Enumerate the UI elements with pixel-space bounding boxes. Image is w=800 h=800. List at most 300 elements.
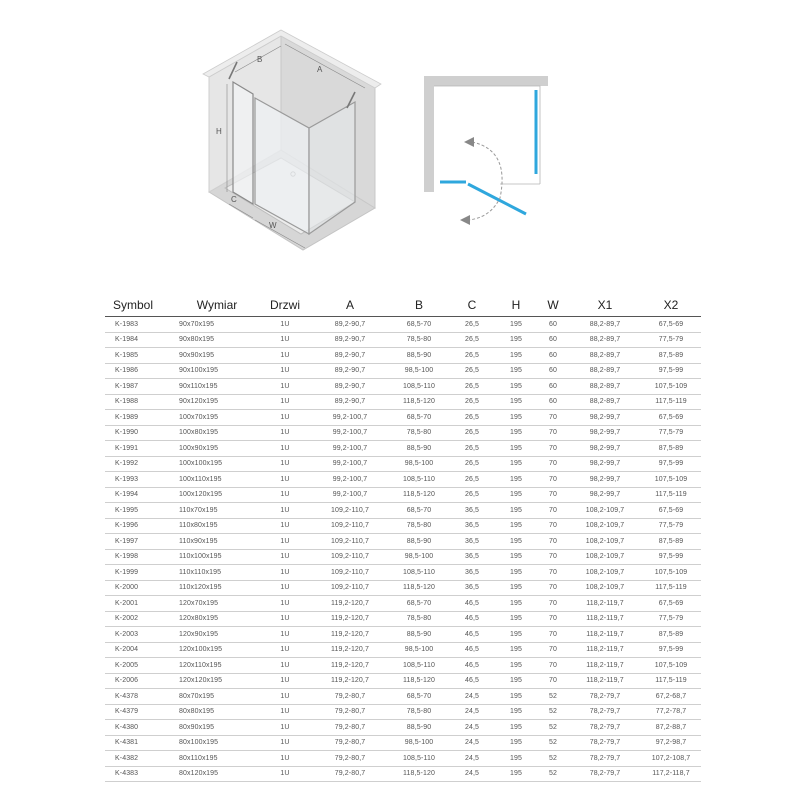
table-row xyxy=(105,549,701,565)
table-row xyxy=(105,472,701,488)
door-swing-arrow xyxy=(468,142,502,220)
cell-x2: 67,5-69 xyxy=(641,596,701,612)
cell-drzwi: 1U xyxy=(259,596,311,612)
plan-view-diagram xyxy=(420,70,560,230)
cell-a: 99,2-100,7 xyxy=(311,441,389,457)
cell-a: 89,2-90,7 xyxy=(311,363,389,379)
cell-wymiar: 100x70x195 xyxy=(175,410,259,426)
cell-wymiar: 120x80x195 xyxy=(175,611,259,627)
cell-a: 109,2-110,7 xyxy=(311,549,389,565)
cell-w: 70 xyxy=(537,425,569,441)
cell-x1: 108,2-109,7 xyxy=(569,503,641,519)
cell-a: 79,2-80,7 xyxy=(311,766,389,782)
cell-c: 36,5 xyxy=(449,534,495,550)
cell-w: 70 xyxy=(537,642,569,658)
cell-wymiar: 110x100x195 xyxy=(175,549,259,565)
cell-symbol: K-1993 xyxy=(105,472,175,488)
isometric-enclosure-diagram xyxy=(195,22,385,262)
cell-symbol: K-1983 xyxy=(105,317,175,333)
cell-h: 195 xyxy=(495,363,537,379)
cell-a: 89,2-90,7 xyxy=(311,379,389,395)
cell-b: 68,5-70 xyxy=(389,503,449,519)
cell-a: 89,2-90,7 xyxy=(311,317,389,333)
cell-wymiar: 90x110x195 xyxy=(175,379,259,395)
cell-b: 118,5-120 xyxy=(389,394,449,410)
cell-x2: 77,2-78,7 xyxy=(641,704,701,720)
cell-symbol: K-2004 xyxy=(105,642,175,658)
cell-x2: 117,2-118,7 xyxy=(641,766,701,782)
cell-x2: 117,5-119 xyxy=(641,394,701,410)
cell-a: 99,2-100,7 xyxy=(311,425,389,441)
cell-c: 26,5 xyxy=(449,410,495,426)
cell-a: 109,2-110,7 xyxy=(311,518,389,534)
cell-c: 46,5 xyxy=(449,642,495,658)
cell-symbol: K-1999 xyxy=(105,565,175,581)
cell-symbol: K-1995 xyxy=(105,503,175,519)
cell-x2: 97,5-99 xyxy=(641,456,701,472)
table-row xyxy=(105,735,701,751)
cell-x1: 98,2-99,7 xyxy=(569,456,641,472)
cell-drzwi: 1U xyxy=(259,611,311,627)
cell-wymiar: 100x90x195 xyxy=(175,441,259,457)
cell-h: 195 xyxy=(495,503,537,519)
cell-symbol: K-1998 xyxy=(105,549,175,565)
cell-x1: 88,2-89,7 xyxy=(569,317,641,333)
cell-wymiar: 110x90x195 xyxy=(175,534,259,550)
cell-w: 70 xyxy=(537,503,569,519)
cell-drzwi: 1U xyxy=(259,766,311,782)
cell-c: 26,5 xyxy=(449,487,495,503)
cell-b: 98,5-100 xyxy=(389,363,449,379)
cell-drzwi: 1U xyxy=(259,580,311,596)
cell-x1: 88,2-89,7 xyxy=(569,379,641,395)
cell-h: 195 xyxy=(495,456,537,472)
cell-h: 195 xyxy=(495,472,537,488)
cell-w: 60 xyxy=(537,348,569,364)
table-row xyxy=(105,425,701,441)
cell-x1: 108,2-109,7 xyxy=(569,565,641,581)
cell-w: 52 xyxy=(537,766,569,782)
cell-wymiar: 100x100x195 xyxy=(175,456,259,472)
cell-b: 68,5-70 xyxy=(389,317,449,333)
cell-c: 46,5 xyxy=(449,673,495,689)
cell-symbol: K-1997 xyxy=(105,534,175,550)
cell-wymiar: 120x100x195 xyxy=(175,642,259,658)
cell-x1: 108,2-109,7 xyxy=(569,534,641,550)
cell-c: 26,5 xyxy=(449,332,495,348)
cell-x2: 87,5-89 xyxy=(641,627,701,643)
cell-a: 109,2-110,7 xyxy=(311,565,389,581)
cell-c: 46,5 xyxy=(449,627,495,643)
cell-h: 195 xyxy=(495,596,537,612)
cell-h: 195 xyxy=(495,317,537,333)
cell-w: 70 xyxy=(537,658,569,674)
cell-w: 70 xyxy=(537,549,569,565)
table-row xyxy=(105,348,701,364)
cell-wymiar: 90x100x195 xyxy=(175,363,259,379)
table-row xyxy=(105,410,701,426)
cell-w: 70 xyxy=(537,596,569,612)
cell-c: 24,5 xyxy=(449,735,495,751)
cell-drzwi: 1U xyxy=(259,751,311,767)
table-row xyxy=(105,394,701,410)
cell-b: 108,5-110 xyxy=(389,379,449,395)
cell-c: 36,5 xyxy=(449,518,495,534)
cell-symbol: K-4381 xyxy=(105,735,175,751)
cell-w: 70 xyxy=(537,472,569,488)
cell-x2: 97,5-99 xyxy=(641,363,701,379)
cell-x1: 78,2-79,7 xyxy=(569,751,641,767)
cell-b: 118,5-120 xyxy=(389,487,449,503)
cell-x2: 67,2-68,7 xyxy=(641,689,701,705)
cell-b: 68,5-70 xyxy=(389,689,449,705)
cell-w: 70 xyxy=(537,580,569,596)
cell-a: 79,2-80,7 xyxy=(311,720,389,736)
cell-x1: 118,2-119,7 xyxy=(569,596,641,612)
dim-label-b: B xyxy=(257,55,263,64)
cell-symbol: K-4382 xyxy=(105,751,175,767)
table-row xyxy=(105,332,701,348)
arrow-head-top-icon xyxy=(464,137,474,147)
table-row xyxy=(105,503,701,519)
cell-h: 195 xyxy=(495,410,537,426)
cell-w: 70 xyxy=(537,611,569,627)
cell-w: 60 xyxy=(537,317,569,333)
cell-c: 24,5 xyxy=(449,720,495,736)
header-a: A xyxy=(345,298,354,312)
cell-drzwi: 1U xyxy=(259,689,311,705)
dim-label-c: C xyxy=(231,195,237,204)
cell-x1: 88,2-89,7 xyxy=(569,348,641,364)
cell-wymiar: 90x70x195 xyxy=(175,317,259,333)
cell-b: 88,5-90 xyxy=(389,441,449,457)
cell-x2: 87,5-89 xyxy=(641,534,701,550)
cell-symbol: K-1989 xyxy=(105,410,175,426)
cell-drzwi: 1U xyxy=(259,332,311,348)
cell-drzwi: 1U xyxy=(259,534,311,550)
cell-h: 195 xyxy=(495,394,537,410)
table-row xyxy=(105,379,701,395)
cell-a: 109,2-110,7 xyxy=(311,534,389,550)
cell-symbol: K-1992 xyxy=(105,456,175,472)
header-drzwi: Drzwi xyxy=(270,298,300,312)
cell-symbol: K-1994 xyxy=(105,487,175,503)
cell-wymiar: 90x120x195 xyxy=(175,394,259,410)
cell-x2: 77,5-79 xyxy=(641,332,701,348)
cell-w: 52 xyxy=(537,720,569,736)
cell-c: 24,5 xyxy=(449,704,495,720)
cell-h: 195 xyxy=(495,766,537,782)
cell-b: 88,5-90 xyxy=(389,534,449,550)
cell-x2: 107,5-109 xyxy=(641,472,701,488)
table-row xyxy=(105,580,701,596)
cell-drzwi: 1U xyxy=(259,704,311,720)
cell-drzwi: 1U xyxy=(259,410,311,426)
table-row xyxy=(105,627,701,643)
table-row xyxy=(105,673,701,689)
cell-h: 195 xyxy=(495,549,537,565)
cell-x1: 78,2-79,7 xyxy=(569,704,641,720)
cell-x2: 77,5-79 xyxy=(641,425,701,441)
cell-c: 36,5 xyxy=(449,565,495,581)
header-w: W xyxy=(547,298,559,312)
cell-x1: 78,2-79,7 xyxy=(569,720,641,736)
cell-symbol: K-1984 xyxy=(105,332,175,348)
cell-a: 109,2-110,7 xyxy=(311,580,389,596)
cell-drzwi: 1U xyxy=(259,456,311,472)
cell-x2: 67,5-69 xyxy=(641,503,701,519)
cell-drzwi: 1U xyxy=(259,518,311,534)
cell-w: 70 xyxy=(537,487,569,503)
cell-a: 89,2-90,7 xyxy=(311,332,389,348)
dimensions-table xyxy=(105,294,701,782)
cell-symbol: K-4380 xyxy=(105,720,175,736)
cell-x1: 118,2-119,7 xyxy=(569,611,641,627)
cell-b: 68,5-70 xyxy=(389,410,449,426)
cell-x1: 98,2-99,7 xyxy=(569,410,641,426)
cell-w: 70 xyxy=(537,441,569,457)
cell-x1: 78,2-79,7 xyxy=(569,766,641,782)
cell-drzwi: 1U xyxy=(259,720,311,736)
cell-wymiar: 100x110x195 xyxy=(175,472,259,488)
cell-w: 70 xyxy=(537,627,569,643)
cell-c: 26,5 xyxy=(449,456,495,472)
cell-c: 36,5 xyxy=(449,503,495,519)
cell-x2: 87,5-89 xyxy=(641,348,701,364)
cell-b: 98,5-100 xyxy=(389,642,449,658)
cell-wymiar: 120x90x195 xyxy=(175,627,259,643)
dim-label-h: H xyxy=(216,127,222,136)
cell-c: 36,5 xyxy=(449,580,495,596)
cell-a: 89,2-90,7 xyxy=(311,348,389,364)
header-c: C xyxy=(467,298,477,312)
cell-wymiar: 80x110x195 xyxy=(175,751,259,767)
cell-x2: 107,5-109 xyxy=(641,565,701,581)
cell-c: 26,5 xyxy=(449,394,495,410)
cell-symbol: K-4379 xyxy=(105,704,175,720)
cell-b: 118,5-120 xyxy=(389,766,449,782)
cell-wymiar: 80x100x195 xyxy=(175,735,259,751)
cell-x1: 118,2-119,7 xyxy=(569,673,641,689)
cell-drzwi: 1U xyxy=(259,735,311,751)
table-row xyxy=(105,565,701,581)
dim-label-a: A xyxy=(317,65,323,74)
cell-h: 195 xyxy=(495,348,537,364)
table-row xyxy=(105,441,701,457)
door-glass-panel xyxy=(233,82,253,204)
cell-drzwi: 1U xyxy=(259,363,311,379)
cell-x2: 97,5-99 xyxy=(641,549,701,565)
cell-wymiar: 80x80x195 xyxy=(175,704,259,720)
cell-x2: 117,5-119 xyxy=(641,673,701,689)
cell-b: 78,5-80 xyxy=(389,332,449,348)
cell-x1: 98,2-99,7 xyxy=(569,441,641,457)
header-x2: X2 xyxy=(663,298,679,312)
cell-c: 26,5 xyxy=(449,317,495,333)
cell-symbol: K-2003 xyxy=(105,627,175,643)
plan-wall-left xyxy=(424,76,434,192)
cell-w: 70 xyxy=(537,456,569,472)
table-header-row xyxy=(105,294,701,317)
cell-drzwi: 1U xyxy=(259,565,311,581)
cell-a: 99,2-100,7 xyxy=(311,456,389,472)
cell-symbol: K-1986 xyxy=(105,363,175,379)
cell-a: 119,2-120,7 xyxy=(311,673,389,689)
cell-x1: 88,2-89,7 xyxy=(569,363,641,379)
table-row xyxy=(105,487,701,503)
cell-x2: 107,5-109 xyxy=(641,379,701,395)
cell-h: 195 xyxy=(495,425,537,441)
cell-a: 109,2-110,7 xyxy=(311,503,389,519)
cell-w: 60 xyxy=(537,363,569,379)
cell-b: 78,5-80 xyxy=(389,425,449,441)
cell-drzwi: 1U xyxy=(259,472,311,488)
table-row xyxy=(105,596,701,612)
cell-wymiar: 100x80x195 xyxy=(175,425,259,441)
cell-w: 60 xyxy=(537,379,569,395)
cell-a: 119,2-120,7 xyxy=(311,596,389,612)
cell-symbol: K-2005 xyxy=(105,658,175,674)
cell-w: 52 xyxy=(537,704,569,720)
cell-x1: 108,2-109,7 xyxy=(569,580,641,596)
cell-wymiar: 80x70x195 xyxy=(175,689,259,705)
cell-x2: 97,2-98,7 xyxy=(641,735,701,751)
cell-x1: 98,2-99,7 xyxy=(569,487,641,503)
cell-x1: 118,2-119,7 xyxy=(569,642,641,658)
cell-c: 24,5 xyxy=(449,766,495,782)
cell-x2: 87,2-88,7 xyxy=(641,720,701,736)
cell-x1: 108,2-109,7 xyxy=(569,549,641,565)
table-row xyxy=(105,751,701,767)
cell-h: 195 xyxy=(495,534,537,550)
cell-c: 46,5 xyxy=(449,611,495,627)
cell-drzwi: 1U xyxy=(259,317,311,333)
cell-b: 118,5-120 xyxy=(389,580,449,596)
plan-outline xyxy=(434,86,540,184)
cell-w: 60 xyxy=(537,394,569,410)
cell-b: 108,5-110 xyxy=(389,565,449,581)
table-row xyxy=(105,534,701,550)
cell-x2: 117,5-119 xyxy=(641,580,701,596)
cell-x2: 77,5-79 xyxy=(641,611,701,627)
cell-drzwi: 1U xyxy=(259,658,311,674)
header-symbol: Symbol xyxy=(113,298,154,312)
cell-drzwi: 1U xyxy=(259,642,311,658)
cell-w: 52 xyxy=(537,751,569,767)
cell-wymiar: 120x120x195 xyxy=(175,673,259,689)
cell-drzwi: 1U xyxy=(259,487,311,503)
cell-x2: 117,5-119 xyxy=(641,487,701,503)
cell-h: 195 xyxy=(495,642,537,658)
cell-x2: 67,5-69 xyxy=(641,410,701,426)
plan-wall-top xyxy=(424,76,548,86)
cell-drzwi: 1U xyxy=(259,441,311,457)
cell-h: 195 xyxy=(495,658,537,674)
cell-x2: 67,5-69 xyxy=(641,317,701,333)
cell-h: 195 xyxy=(495,379,537,395)
cell-drzwi: 1U xyxy=(259,348,311,364)
cell-symbol: K-2002 xyxy=(105,611,175,627)
cell-a: 99,2-100,7 xyxy=(311,410,389,426)
cell-drzwi: 1U xyxy=(259,379,311,395)
cell-b: 98,5-100 xyxy=(389,549,449,565)
cell-x1: 88,2-89,7 xyxy=(569,394,641,410)
table-row xyxy=(105,317,701,333)
cell-h: 195 xyxy=(495,673,537,689)
cell-a: 99,2-100,7 xyxy=(311,487,389,503)
cell-w: 60 xyxy=(537,332,569,348)
cell-c: 26,5 xyxy=(449,425,495,441)
cell-c: 46,5 xyxy=(449,596,495,612)
cell-h: 195 xyxy=(495,611,537,627)
cell-h: 195 xyxy=(495,751,537,767)
cell-h: 195 xyxy=(495,689,537,705)
cell-w: 52 xyxy=(537,735,569,751)
table-row xyxy=(105,720,701,736)
cell-c: 46,5 xyxy=(449,658,495,674)
cell-wymiar: 90x90x195 xyxy=(175,348,259,364)
cell-wymiar: 120x70x195 xyxy=(175,596,259,612)
cell-wymiar: 110x110x195 xyxy=(175,565,259,581)
cell-a: 79,2-80,7 xyxy=(311,751,389,767)
cell-x2: 97,5-99 xyxy=(641,642,701,658)
cell-drzwi: 1U xyxy=(259,549,311,565)
cell-wymiar: 80x90x195 xyxy=(175,720,259,736)
header-b: B xyxy=(414,298,423,312)
cell-h: 195 xyxy=(495,720,537,736)
table-row xyxy=(105,611,701,627)
cell-wymiar: 80x120x195 xyxy=(175,766,259,782)
cell-symbol: K-2000 xyxy=(105,580,175,596)
cell-a: 79,2-80,7 xyxy=(311,735,389,751)
cell-x1: 88,2-89,7 xyxy=(569,332,641,348)
cell-w: 70 xyxy=(537,518,569,534)
cell-b: 108,5-110 xyxy=(389,658,449,674)
cell-h: 195 xyxy=(495,441,537,457)
table-row xyxy=(105,642,701,658)
table-row xyxy=(105,689,701,705)
cell-w: 70 xyxy=(537,410,569,426)
cell-c: 26,5 xyxy=(449,441,495,457)
table-row xyxy=(105,363,701,379)
cell-a: 89,2-90,7 xyxy=(311,394,389,410)
dim-label-w: W xyxy=(269,221,277,230)
cell-symbol: K-1988 xyxy=(105,394,175,410)
table-row xyxy=(105,456,701,472)
cell-c: 36,5 xyxy=(449,549,495,565)
cell-b: 78,5-80 xyxy=(389,518,449,534)
cell-c: 26,5 xyxy=(449,379,495,395)
cell-c: 26,5 xyxy=(449,363,495,379)
cell-h: 195 xyxy=(495,627,537,643)
cell-drzwi: 1U xyxy=(259,503,311,519)
cell-symbol: K-4383 xyxy=(105,766,175,782)
cell-h: 195 xyxy=(495,580,537,596)
cell-drzwi: 1U xyxy=(259,394,311,410)
cell-b: 78,5-80 xyxy=(389,611,449,627)
cell-x1: 118,2-119,7 xyxy=(569,658,641,674)
cell-x2: 107,5-109 xyxy=(641,658,701,674)
cell-c: 24,5 xyxy=(449,751,495,767)
cell-b: 78,5-80 xyxy=(389,704,449,720)
table-row xyxy=(105,766,701,782)
cell-b: 88,5-90 xyxy=(389,627,449,643)
cell-a: 119,2-120,7 xyxy=(311,642,389,658)
cell-symbol: K-2001 xyxy=(105,596,175,612)
cell-symbol: K-1987 xyxy=(105,379,175,395)
cell-symbol: K-2006 xyxy=(105,673,175,689)
header-wymiar: Wymiar xyxy=(196,298,238,312)
